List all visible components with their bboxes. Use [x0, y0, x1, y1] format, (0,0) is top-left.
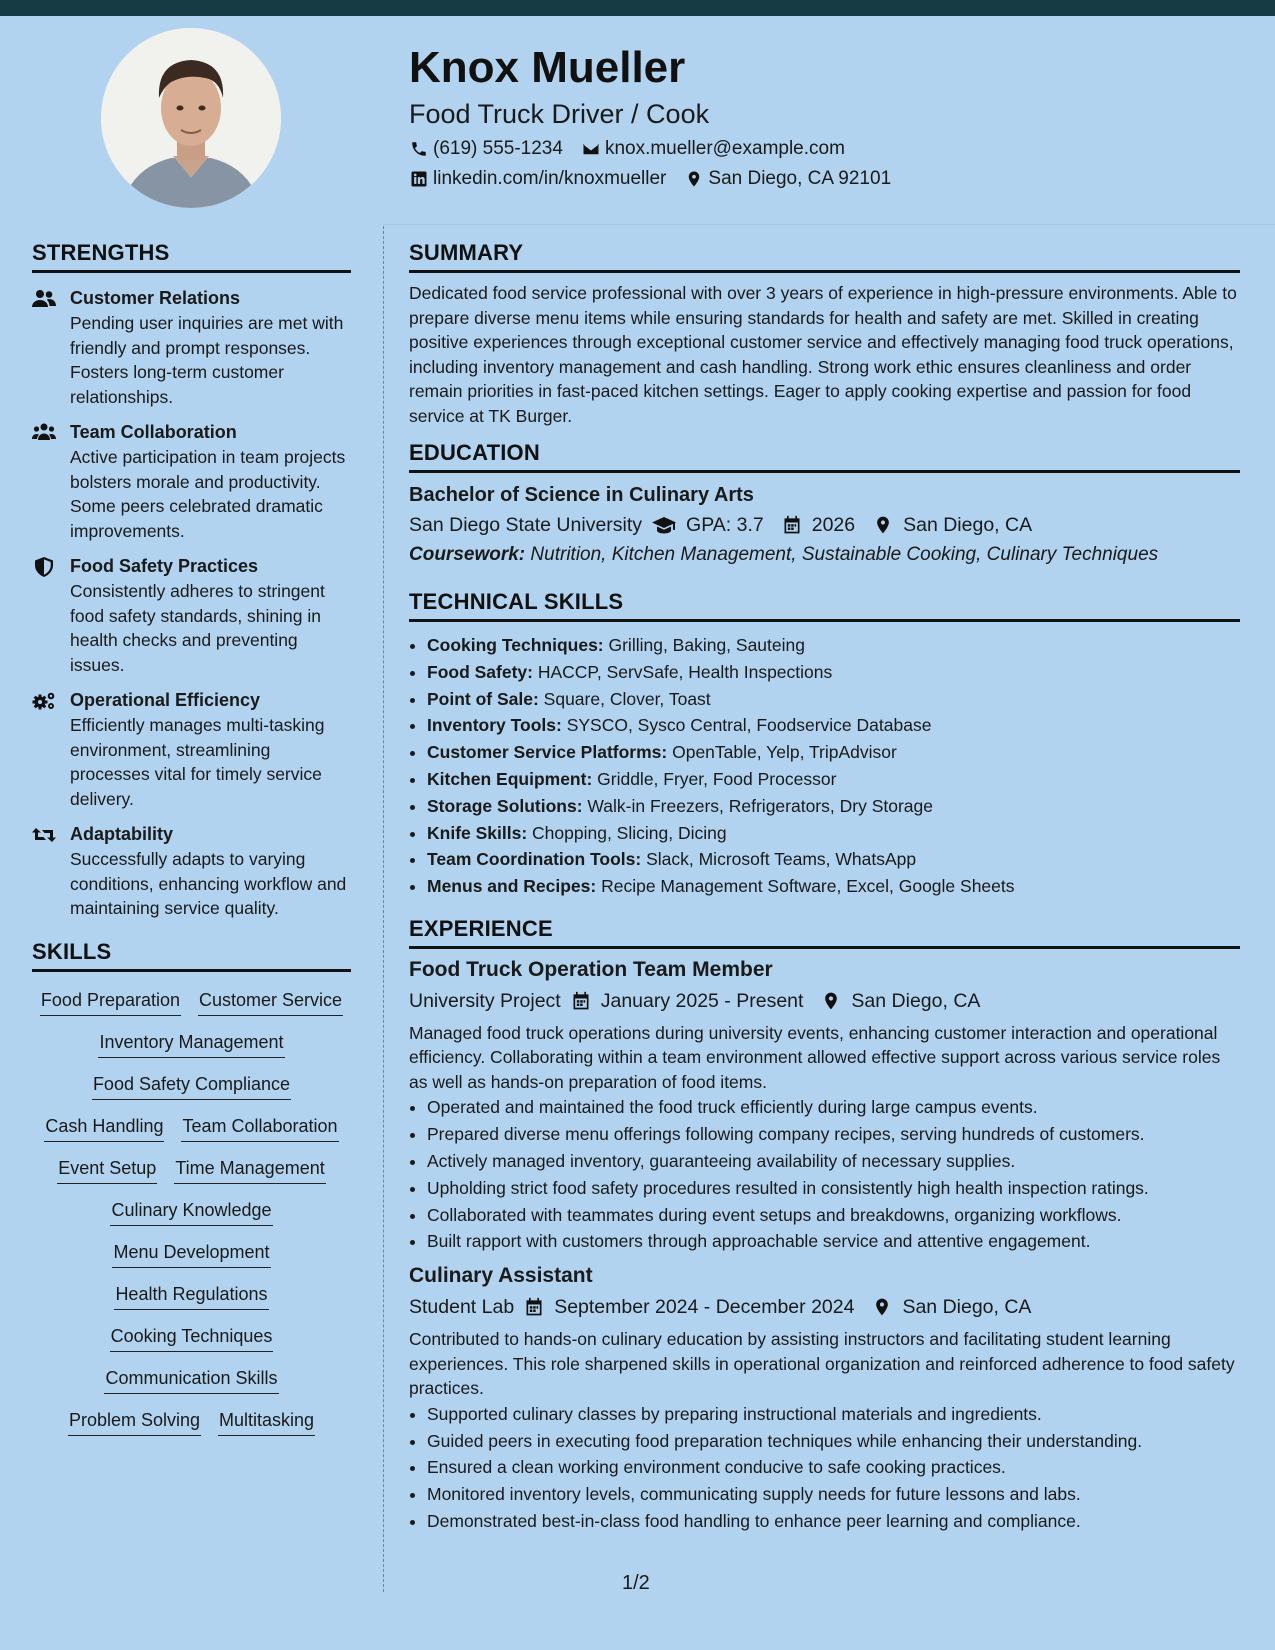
tech-skill-item — [427, 766, 1240, 793]
cogs-icon — [32, 691, 56, 711]
job-dates: September 2024 - December 2024 — [554, 1296, 855, 1319]
contact-linkedin[interactable] — [409, 168, 666, 190]
skills-section — [32, 939, 351, 1436]
skill-tag: Health Regulations — [114, 1283, 268, 1310]
profile-photo — [101, 28, 281, 208]
skill-tag: Time Management — [174, 1157, 325, 1184]
tech-skill-item — [427, 659, 1240, 686]
skill-tag: Inventory Management — [98, 1031, 284, 1058]
tech-skill-value: Griddle, Fryer, Food Processor — [592, 768, 837, 789]
candidate-name: Knox Mueller — [409, 43, 686, 92]
tech-skill-value: Recipe Management Software, Excel, Google Sheets — [596, 876, 1015, 897]
skill-tag: Culinary Knowledge — [110, 1199, 272, 1226]
job-bullet: • Operated and maintained the food truck efficiently during large campus events. — [427, 1094, 1240, 1121]
strength-title: Team Collaboration — [70, 422, 237, 442]
skill-tag: Cash Handling — [44, 1115, 164, 1142]
job-title: Food Truck Operation Team Member — [409, 957, 773, 981]
job-meta — [409, 989, 1240, 1013]
top-accent-bar — [0, 0, 1275, 16]
tech-skill-item — [427, 632, 1240, 659]
page-number: 1/2 — [622, 1572, 650, 1594]
job-title: Food Truck Driver / Cook — [409, 99, 710, 129]
job-bullet: • Upholding strict food safety procedures resulted in consistently high health inspection ratings. — [427, 1175, 1240, 1202]
map-marker-icon — [684, 169, 704, 189]
left-column — [32, 240, 351, 1436]
tech-skill-item — [427, 846, 1240, 873]
header-divider — [383, 224, 1275, 225]
linkedin-icon — [409, 169, 429, 189]
location-text: San Diego, CA 92101 — [708, 168, 892, 189]
tech-skill-item — [427, 686, 1240, 713]
tech-skill-label: Customer Service Platforms: — [427, 742, 668, 763]
job-bullet: • Actively managed inventory, guaranteeing availability of necessary supplies. — [427, 1148, 1240, 1175]
job-location: San Diego, CA — [851, 989, 981, 1012]
skill-tag: Event Setup — [57, 1157, 157, 1184]
tech-skill-label: Team Coordination Tools: — [427, 849, 642, 870]
strength-item — [32, 555, 351, 677]
tech-skill-label: Knife Skills: — [427, 822, 528, 843]
skill-tag: Customer Service — [198, 989, 343, 1016]
education-year: 2026 — [811, 514, 856, 536]
shield-icon — [32, 557, 56, 577]
tech-skill-value: Slack, Microsoft Teams, WhatsApp — [641, 849, 917, 870]
job-bullet: • Guided peers in executing food preparation techniques while enhancing their understanding. — [427, 1428, 1240, 1455]
coursework-label: Coursework: — [409, 544, 526, 565]
job-bullet: • Collaborated with teammates during event setups and breakdowns, organizing workflows. — [427, 1202, 1240, 1229]
job-bullet: • Built rapport with customers through approachable service and attentive engagement. — [427, 1228, 1240, 1255]
job-description: Managed food truck operations during university events, enhancing customer interaction and operational efficiency. Collaborating within a team environment allowed effective support across various service roles as well as hands-on preparation of food items. — [409, 1022, 1221, 1092]
tech-skill-item — [427, 739, 1240, 766]
users-icon — [32, 289, 56, 309]
tech-skill-label: Inventory Tools: — [427, 715, 562, 736]
education-location: San Diego, CA — [903, 514, 1033, 536]
job-bullet: • Demonstrated best-in-class food handling to enhance peer learning and compliance. — [427, 1508, 1240, 1535]
job-bullets — [409, 1401, 1240, 1535]
envelope-icon — [581, 139, 601, 159]
linkedin-text: linkedin.com/in/knoxmueller — [433, 168, 667, 189]
skill-tag: Cooking Techniques — [110, 1325, 274, 1352]
strength-title: Operational Efficiency — [70, 690, 261, 710]
tech-skill-value: HACCP, ServSafe, Health Inspections — [532, 661, 833, 682]
skill-tag: Multitasking — [218, 1409, 315, 1436]
education-gpa: GPA: 3.7 — [686, 514, 764, 536]
tech-skill-value: OpenTable, Yelp, TripAdvisor — [667, 742, 897, 763]
job-bullet: • Supported culinary classes by preparing instructional materials and ingredients. — [427, 1401, 1240, 1428]
calendar-icon — [571, 991, 591, 1011]
tech-skill-item — [427, 712, 1240, 739]
strength-title: Food Safety Practices — [70, 556, 259, 576]
education-meta — [409, 513, 1240, 537]
tech-skill-value: Chopping, Slicing, Dicing — [527, 822, 727, 843]
strength-item — [32, 287, 351, 409]
skills-heading: SKILLS — [32, 939, 351, 972]
contact-row-1 — [409, 138, 1229, 160]
graduation-cap-icon — [652, 515, 676, 535]
experience-entry — [409, 1263, 1240, 1534]
technical-skills-heading: TECHNICAL SKILLS — [409, 589, 1240, 622]
contact-phone[interactable] — [409, 138, 563, 160]
retweet-icon — [32, 825, 56, 845]
education-degree: Bachelor of Science in Culinary Arts — [409, 484, 754, 506]
phone-text: (619) 555-1234 — [433, 138, 563, 159]
tech-skill-label: Cooking Techniques: — [427, 635, 604, 655]
job-org: Student Lab — [409, 1296, 515, 1319]
tech-skill-value: Walk-in Freezers, Refrigerators, Dry Storage — [582, 795, 933, 816]
strength-item — [32, 689, 351, 811]
strengths-heading: STRENGTHS — [32, 240, 351, 273]
contact-location — [684, 168, 891, 190]
job-location: San Diego, CA — [902, 1296, 1032, 1319]
skill-tag: Team Collaboration — [181, 1115, 338, 1142]
resume-header — [409, 40, 1229, 190]
tech-skill-label: Storage Solutions: — [427, 795, 583, 816]
job-meta — [409, 1295, 1240, 1319]
skill-tag: Food Safety Compliance — [92, 1073, 291, 1100]
tech-skill-label: Menus and Recipes: — [427, 876, 597, 897]
summary-text: Dedicated food service professional with over 3 years of experience in high-pressure environments. Able to prepare diverse menu items while ensuring standards for health and safety are met. Skilled in creating positive experiences through exceptional customer service and effectively managing food truck operations, including inventory management and cash handling. Strong work ethic ensures cleanliness and order remain priorities in fast-paced kitchen settings. Eager to apply cooking expertise and passion for food service at TK Burger. — [409, 283, 1237, 426]
technical-skills-list — [409, 632, 1240, 900]
tech-skill-item — [427, 873, 1240, 900]
map-marker-icon — [873, 515, 893, 535]
experience-entry — [409, 957, 1240, 1255]
strength-desc: Efficiently manages multi-tasking environment, streamlining processes vital for timely service delivery. — [70, 715, 325, 809]
education-coursework — [409, 543, 1240, 567]
right-column — [409, 240, 1240, 1535]
strength-item — [32, 421, 351, 543]
contact-row-2 — [409, 168, 1229, 190]
map-marker-icon — [821, 991, 841, 1011]
tech-skill-label: Food Safety: — [427, 661, 533, 682]
strength-title: Adaptability — [70, 824, 174, 844]
calendar-icon — [524, 1297, 544, 1317]
contact-email[interactable] — [581, 138, 845, 160]
email-text: knox.mueller@example.com — [604, 138, 845, 159]
skill-tag: Problem Solving — [68, 1409, 201, 1436]
education-heading: EDUCATION — [409, 440, 1240, 473]
skill-tag: Food Preparation — [40, 989, 181, 1016]
strength-desc: Successfully adapts to varying conditions, enhancing workflow and maintaining service quality. — [70, 849, 347, 918]
coursework-text: Nutrition, Kitchen Management, Sustainable Cooking, Culinary Techniques — [525, 544, 1159, 565]
tech-skill-value: Grilling, Baking, Sauteing — [603, 635, 805, 655]
job-bullets — [409, 1094, 1240, 1255]
tech-skill-value: Square, Clover, Toast — [538, 688, 711, 709]
job-bullet: • Ensured a clean working environment conducive to safe cooking practices. — [427, 1454, 1240, 1481]
experience-heading: EXPERIENCE — [409, 916, 1240, 949]
job-org: University Project — [409, 989, 561, 1012]
strength-desc: Pending user inquiries are met with friendly and prompt responses. Fosters long-term customer relationships. — [70, 313, 344, 407]
tech-skill-value: SYSCO, Sysco Central, Foodservice Database — [561, 715, 932, 736]
strength-title: Customer Relations — [70, 288, 241, 308]
job-title: Culinary Assistant — [409, 1264, 593, 1288]
column-divider — [383, 226, 384, 1592]
strength-item — [32, 823, 351, 921]
strength-desc: Consistently adheres to stringent food safety standards, shining in health checks and preventing issues. — [70, 581, 325, 675]
tech-skill-label: Kitchen Equipment: — [427, 768, 593, 789]
education-school: San Diego State University — [409, 514, 643, 536]
map-marker-icon — [872, 1297, 892, 1317]
summary-heading: SUMMARY — [409, 240, 1240, 273]
skill-tag: Communication Skills — [104, 1367, 278, 1394]
job-bullet: • Monitored inventory levels, communicating supply needs for future lessons and labs. — [427, 1481, 1240, 1508]
phone-icon — [409, 139, 429, 159]
tech-skill-item — [427, 820, 1240, 847]
tech-skill-item — [427, 793, 1240, 820]
skill-tag: Menu Development — [112, 1241, 270, 1268]
calendar-icon — [782, 515, 802, 535]
group-icon — [32, 423, 56, 443]
job-description: Contributed to hands-on culinary education by assisting instructors and facilitating student learning experiences. This role sharpened skills in operational organization and reinforced adherence to food safety practices. — [409, 1329, 1235, 1399]
skills-list — [32, 989, 351, 1436]
tech-skill-label: Point of Sale: — [427, 688, 539, 709]
strength-desc: Active participation in team projects bolsters morale and productivity. Some peers celebrated dramatic improvements. — [70, 447, 346, 541]
job-dates: January 2025 - Present — [600, 989, 804, 1012]
job-bullet: • Prepared diverse menu offerings following company recipes, serving hundreds of customers. — [427, 1121, 1240, 1148]
